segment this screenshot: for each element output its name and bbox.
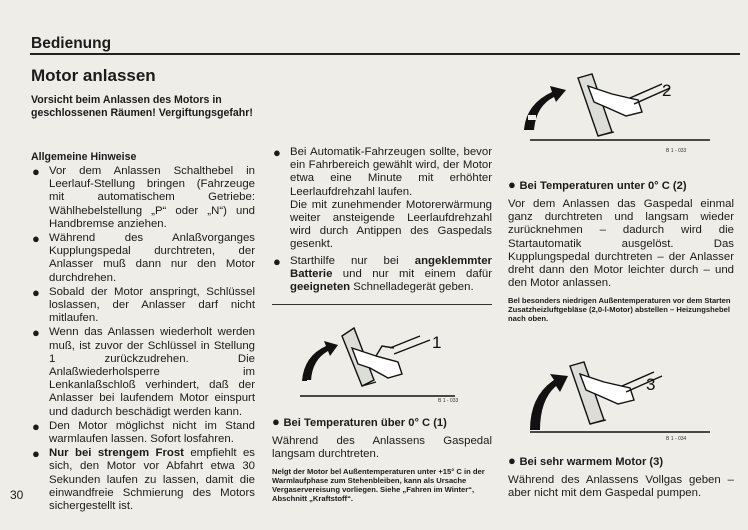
section-title: Bedienung (31, 35, 112, 52)
figure-number: 2 (662, 81, 672, 100)
curved-arrow-icon (302, 341, 338, 385)
curved-arrow-icon (530, 374, 568, 430)
figure-number: 1 (432, 333, 442, 352)
right-top-section (508, 177, 734, 323)
figure-code: B 1 - 033 (666, 148, 687, 154)
general-heading: Allgemeine Hinweise (31, 151, 137, 163)
list-item: ● Sobald der Motor anspringt, Schlüssel loslassen, der Anlasser darf nicht mitlaufen. (32, 284, 255, 325)
general-list (31, 165, 255, 514)
temp-above-text: Während des Anlassens Gaspedal langsam durchtreten. (272, 435, 492, 461)
right-bottom-section (508, 453, 734, 500)
pedal-figure-3 (510, 350, 730, 445)
temp-below-text: Vor dem Anlassen das Gaspedal einmal ganz durchtreten und langsam wieder zurücknehmen – dadurch wird die Startautomatik ausgelöst. Das Kupplungspedal durchtreten – der Anlasser dreht dann den Motor leichter durch – und den Motor anlassen. (508, 198, 734, 290)
page-number: 30 (10, 488, 24, 502)
divider (272, 304, 492, 305)
figure-code: B 1 - 033 (438, 398, 459, 403)
warning-text: Vorsicht beim Anlassen des Motors in geschlossenen Räumen! Vergiftungsgefahr! (31, 94, 253, 119)
header-rule (30, 53, 740, 55)
foot-pedal-icon (342, 328, 430, 386)
list-item: ● Während des Anlaßvorganges Kupplungspedal durchtreten, der Anlasser muß dann nur den Motor durchdrehen. (32, 231, 255, 284)
page-title: Motor anlassen (31, 66, 156, 85)
figure-number: 3 (646, 375, 656, 394)
list-item: ● Wenn das Anlassen wiederholt werden muß, ist zuvor der Schlüssel in Stellung 1 zurückzudrehen. Die Anlaßwiederholsperre im Lenkanlaßschloß verhindert, daß der Anlasser bei laufendem Motor einspurt und dadurch beschädigt werden kann. (32, 325, 255, 418)
temp-below-note: Bel besonders niedrigen Außentemperaturen vor dem Starten Zusatzheizluftgebläse (2,0-l-Motor) abstellen – Heizungshebel nach oben. (508, 296, 731, 324)
figure-code: B 1 - 034 (666, 436, 687, 442)
foot-pedal-icon (578, 74, 670, 136)
pedal-figure-1 (290, 318, 470, 403)
hot-engine-text: Während des Anlassens Vollgas geben – aber nicht mit dem Gaspedal pumpen. (508, 474, 734, 500)
curved-arrow-icon (524, 86, 566, 130)
temp-above-note: Nelgt der Motor bel Außentemperaturen unter +15° C in der Warmlaufphase zum Stehenbleiben, kann als Ursache Vergaservereisung vorliegen. Siehe „Fahren im Winter“, Abschnitt „Kraftstoff“. (272, 467, 485, 504)
list-item: ● Den Motor möglichst nicht im Stand warmlaufen lassen. Sofort losfahren. (32, 418, 255, 446)
list-item: ● Starthilfe nur bei angeklemmter Batterie und nur mit einem dafür geeigneten Schnelladegerät geben. (273, 253, 492, 294)
middle-list (272, 146, 492, 295)
list-item: ● Vor dem Anlassen Schalthebel in Leerlauf-Stellung bringen (Fahrzeuge mit automatischem Getriebe: Wählhebelstellung „P“ oder „N“) und Handbremse anziehen. (32, 164, 255, 230)
list-item: ● Bei Automatik-Fahrzeugen sollte, bevor ein Fahrbereich gewählt wird, der Motor etwa eine Minute mit erhöhter Leerlaufdrehzahl laufen. Die mit zunehmender Motorerwärmung weiter ansteigende Leerlaufdrehzahl wird durch Antippen des Gaspedals gesenkt. (273, 145, 492, 251)
temp-below-heading: ● Bei Temperaturen unter 0° C (2) (508, 177, 687, 192)
pedal-figure-2 (510, 68, 730, 163)
middle-section (272, 414, 492, 503)
temp-above-heading: ● Bei Temperaturen über 0° C (1) (272, 414, 447, 429)
list-item: ● Nur bei strengem Frost empfiehlt es sich, den Motor vor Abfahrt etwa 30 Sekunden laufen zu lassen, damit die einwandfreie Schmierung des Motors sichergestellt ist. (32, 446, 255, 513)
hot-engine-heading: ● Bei sehr warmem Motor (3) (508, 453, 664, 468)
